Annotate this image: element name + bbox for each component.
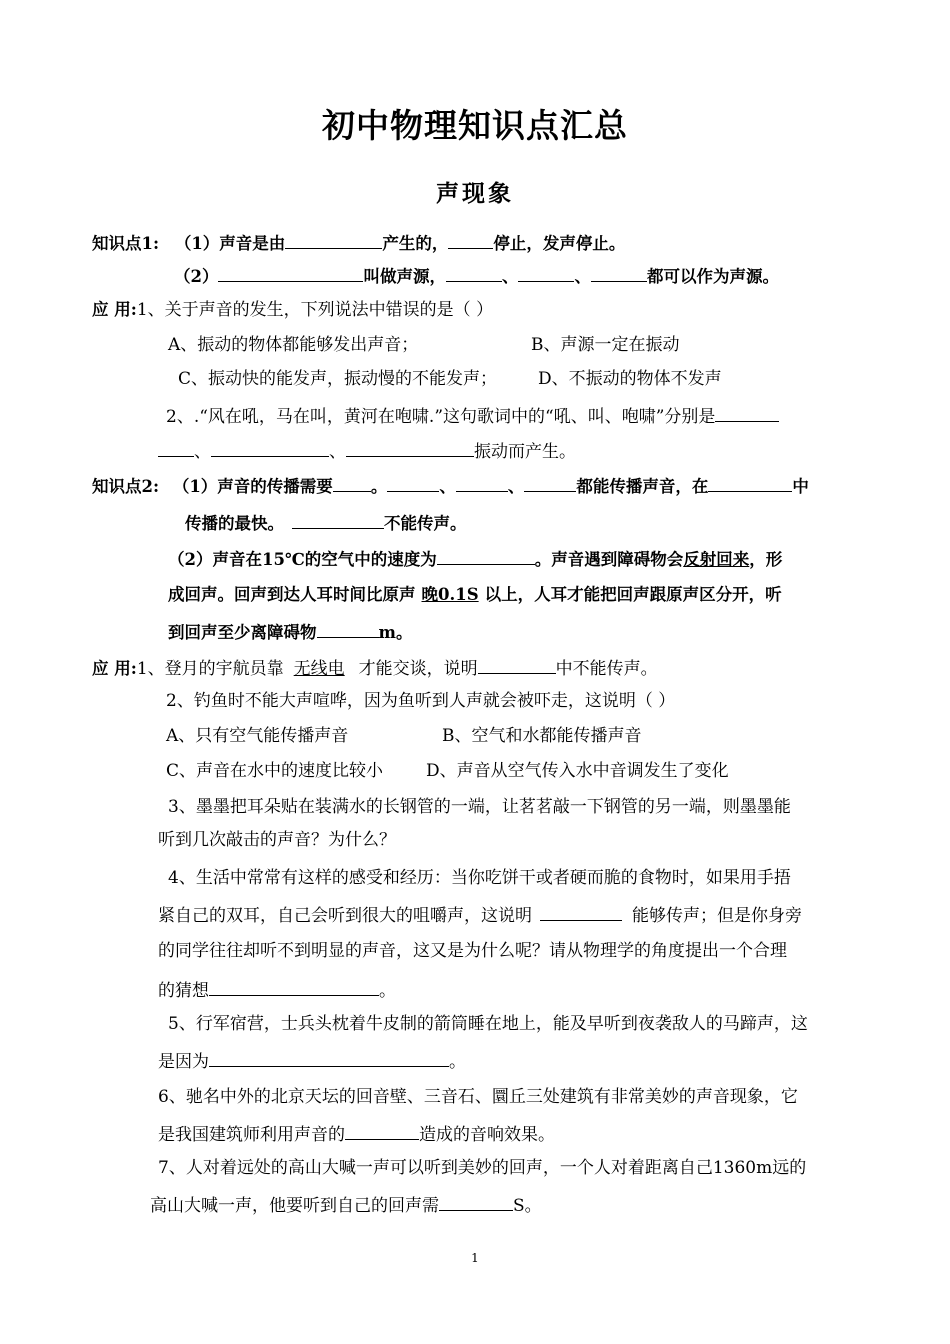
application-2-option-a: A、只有空气能传播声音 (166, 726, 349, 746)
application-2-q5-line-2: 是因为 。 (158, 1049, 466, 1073)
knowledge-2-label: 知识点2: (92, 477, 160, 496)
application-1-option-c: C、振动快的能发声，振动慢的不能发声； (178, 369, 498, 389)
knowledge-2-line-1: 知识点2: （1）声音的传播需要 。 、 、 都能传播声音，在 中 (92, 474, 809, 498)
application-label: 应 用: (92, 300, 137, 319)
underlined-answer: 晚0.1S (421, 585, 479, 604)
application-2-q7-line-2: 高山大喊一声，他要听到自己的回声需 S。 (150, 1193, 542, 1217)
application-2-q3-line-1: 3、墨墨把耳朵贴在装满水的长钢管的一端，让茗茗敲一下钢管的另一端，则墨墨能 (168, 797, 791, 817)
blank[interactable] (478, 656, 556, 674)
application-2-q6-line-2: 是我国建筑师利用声音的 造成的音响效果。 (158, 1122, 555, 1146)
blank[interactable] (437, 547, 535, 565)
application-2-q7-line-1: 7、人对着远处的高山大喊一声可以听到美妙的回声，一个人对着距离自己1360m远的 (158, 1158, 807, 1178)
application-2-q4-line-2: 紧自己的双耳，自己会听到很大的咀嚼声，这说明 能够传声；但是你身旁 (158, 903, 802, 927)
blank[interactable] (708, 474, 792, 492)
application-1-q2-line-2: 、 、 振动而产生。 (158, 439, 576, 463)
blank[interactable] (346, 439, 474, 457)
application-1-q1: 应 用:1、关于声音的发生，下列说法中错误的是（ ） (92, 300, 494, 320)
application-2-q4-line-3: 的同学往往却听不到明显的声音，这又是为什么呢？请从物理学的角度提出一个合理 (158, 941, 787, 961)
blank[interactable] (317, 620, 379, 638)
application-label: 应 用: (92, 659, 137, 678)
blank[interactable] (158, 439, 194, 457)
knowledge-2-line-5: 到回声至少离障碍物 m。 (168, 620, 412, 644)
application-2-q4-line-4: 的猜想 。 (158, 978, 396, 1002)
blank[interactable] (524, 474, 576, 492)
blank[interactable] (456, 474, 508, 492)
blank[interactable] (518, 264, 574, 282)
blank[interactable] (285, 231, 382, 249)
section-title: 声现象 (436, 181, 514, 207)
document-title: 初中物理知识点汇总 (322, 106, 628, 145)
application-2-q4-line-1: 4、生活中常常有这样的感受和经历：当你吃饼干或者硬而脆的食物时，如果用手捂 (168, 868, 791, 888)
blank[interactable] (211, 439, 329, 457)
application-1-option-b: B、声源一定在振动 (531, 335, 680, 355)
knowledge-2-line-4: 成回声。回声到达人耳时间比原声 晚0.1S 以上，人耳才能把回声跟原声区分开，听 (168, 585, 782, 604)
blank[interactable] (591, 264, 647, 282)
application-2-option-c: C、声音在水中的速度比较小 (166, 761, 384, 781)
blank[interactable] (446, 264, 502, 282)
blank[interactable] (209, 1049, 449, 1067)
blank[interactable] (292, 511, 384, 529)
blank[interactable] (218, 264, 363, 282)
underlined-answer: 反射回来 (683, 550, 750, 569)
application-2-option-d: D、声音从空气传入水中音调发生了变化 (426, 761, 729, 781)
blank[interactable] (345, 1122, 419, 1140)
underlined-answer: 无线电 (293, 659, 345, 679)
blank[interactable] (540, 903, 622, 921)
knowledge-1-line-2: （2） 叫做声源， 、 、 都可以作为声源。 (174, 264, 779, 288)
blank[interactable] (209, 978, 379, 996)
knowledge-2-line-2: 传播的最快。 不能传声。 (185, 511, 467, 535)
application-2-q3-line-2: 听到几次敲击的声音？为什么？ (158, 830, 396, 850)
page-number: 1 (471, 1251, 479, 1265)
application-2-option-b: B、空气和水都能传播声音 (442, 726, 642, 746)
blank[interactable] (448, 231, 493, 249)
application-1-option-a: A、振动的物体都能够发出声音； (168, 335, 419, 355)
application-2-q2: 2、钓鱼时不能大声喧哗，因为鱼听到人声就会被吓走，这说明（ ） (166, 691, 676, 711)
application-2-q6-line-1: 6、驰名中外的北京天坛的回音壁、三音石、圜丘三处建筑有非常美妙的声音现象，它 (158, 1087, 798, 1107)
application-1-q2-line-1: 2、.“风在吼，马在叫，黄河在咆啸.”这句歌词中的“吼、叫、咆啸”分别是 (166, 404, 779, 428)
application-2-q5-line-1: 5、行军宿营，士兵头枕着牛皮制的箭筒睡在地上，能及早听到夜袭敌人的马蹄声，这 (168, 1014, 808, 1034)
blank[interactable] (715, 404, 779, 422)
blank[interactable] (333, 474, 371, 492)
blank[interactable] (387, 474, 439, 492)
knowledge-2-line-3: （2）声音在15℃的空气中的速度为 。声音遇到障碍物会反射回来，形 (168, 547, 782, 571)
blank[interactable] (439, 1193, 513, 1211)
knowledge-1-label: 知识点1: (92, 234, 160, 253)
application-2-q1: 应 用:1、登月的宇航员靠 无线电 才能交谈，说明 中不能传声。 (92, 656, 658, 680)
knowledge-1-line-1: 知识点1: （1）声音是由 产生的， 停止，发声停止。 (92, 231, 625, 255)
application-1-option-d: D、不振动的物体不发声 (538, 369, 722, 389)
